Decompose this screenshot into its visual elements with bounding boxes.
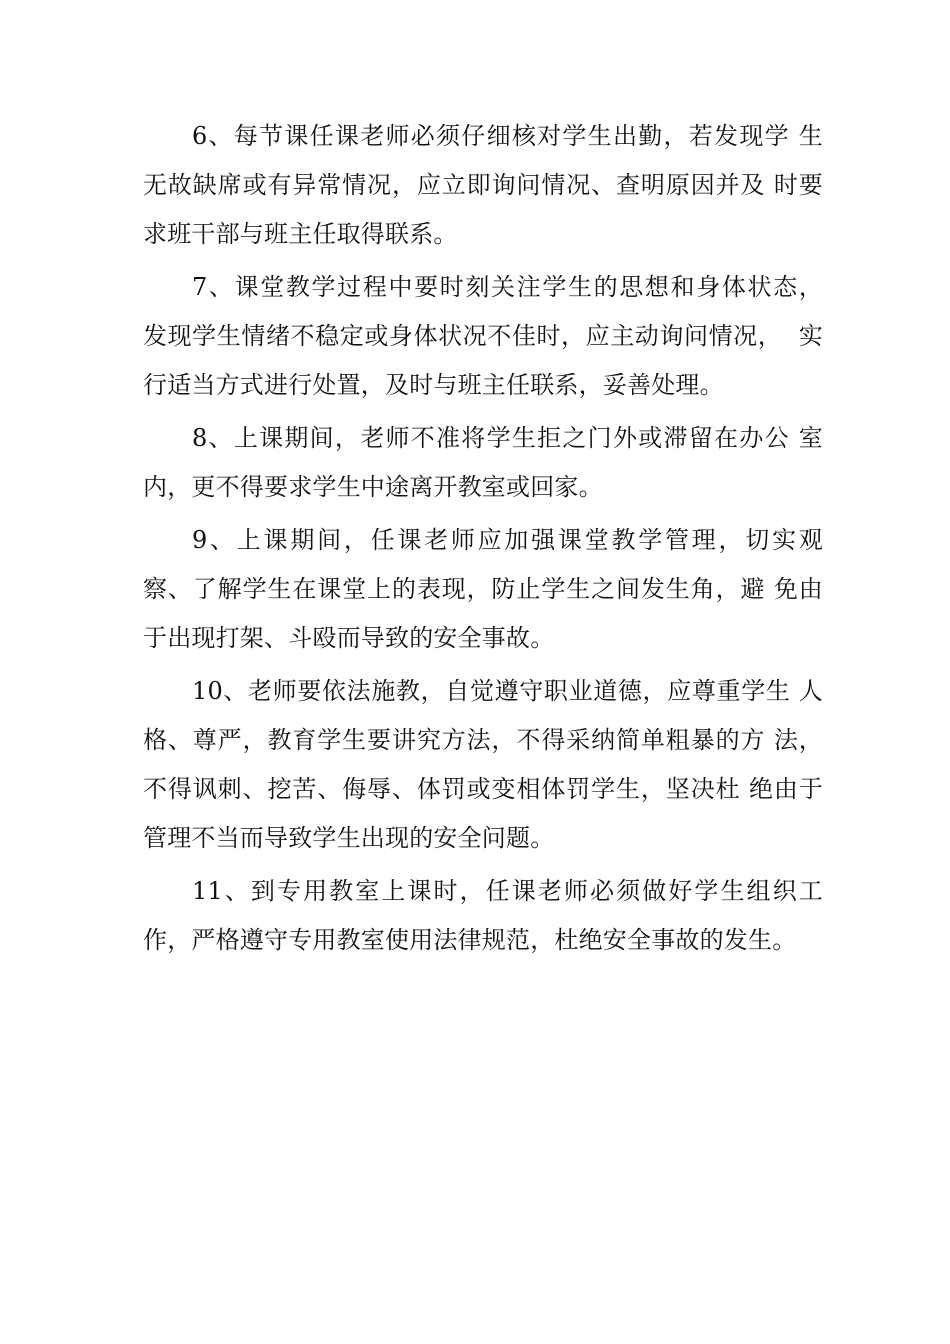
paragraph-line: 察、了解学生在课堂上的表现，防止学生之间发生角，避 免由 [143, 575, 823, 603]
paragraph-line: 求班干部与班主任取得联系。 [143, 220, 458, 248]
paragraph-line: 9、上课期间，任课老师应加强课堂教学管理，切实观 [192, 526, 823, 554]
paragraph-8 [143, 414, 823, 512]
paragraph-line: 行适当方式进行处置，及时与班主任联系，妥善处理。 [143, 371, 724, 399]
paragraph-line: 内，更不得要求学生中途离开教室或回家。 [143, 473, 603, 501]
paragraph-line: 作，严格遵守专用教室使用法律规范，杜绝安全事故的发生。 [143, 926, 797, 954]
paragraph-10 [143, 667, 823, 863]
paragraph-11 [143, 867, 823, 965]
paragraph-line: 发现学生情绪不稳定或身体状况不佳时，应主动询问情况， 实 [143, 322, 823, 350]
paragraph-line: 10、老师要依法施教，自觉遵守职业道德，应尊重学生 人 [192, 677, 823, 705]
paragraph-line: 7、课堂教学过程中要时刻关注学生的思想和身体状态， [192, 273, 823, 301]
paragraph-7 [143, 263, 823, 410]
paragraph-line: 11、到专用教室上课时，任课老师必须做好学生组织工 [192, 877, 823, 905]
paragraph-line: 管理不当而导致学生出现的安全问题。 [143, 824, 555, 852]
paragraph-line: 不得讽刺、挖苦、侮辱、体罚或变相体罚学生，坚决杜 绝由于 [143, 775, 823, 803]
paragraph-line: 6、每节课任课老师必须仔细核对学生出勤，若发现学 生 [192, 122, 823, 150]
paragraph-9 [143, 516, 823, 663]
paragraph-line: 格、尊严，教育学生要讲究方法，不得采纳简单粗暴的方 法， [143, 726, 823, 754]
paragraph-line: 8、上课期间，老师不准将学生拒之门外或滞留在办公 室 [192, 424, 823, 452]
paragraph-line: 无故缺席或有异常情况，应立即询问情况、查明原因并及 时要 [143, 171, 823, 199]
paragraph-6 [143, 112, 823, 259]
document-body [143, 112, 823, 965]
paragraph-line: 于出现打架、斗殴而导致的安全事故。 [143, 624, 555, 652]
